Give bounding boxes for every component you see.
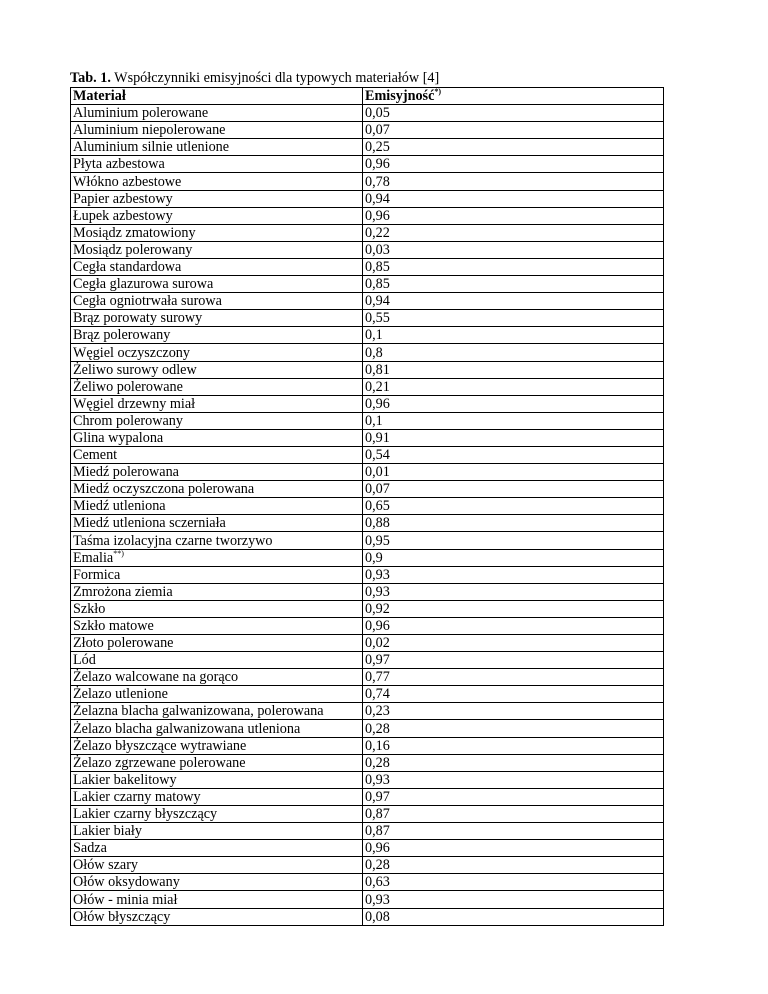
material-name: Żelazo błyszczące wytrawiane: [73, 737, 247, 754]
emissivity-value: 0,01: [363, 464, 664, 481]
material-cell: [71, 891, 363, 908]
material-name: Formica: [73, 566, 121, 583]
emissivity-value: 0,93: [363, 891, 664, 908]
emissivity-value: 0,87: [363, 805, 664, 822]
material-cell: [71, 617, 363, 634]
emissivity-value: 0,91: [363, 429, 664, 446]
emissivity-value: 0,96: [363, 156, 664, 173]
header-material: Materiał: [71, 88, 363, 105]
emissivity-value: 0,63: [363, 874, 664, 891]
material-name: Płyta azbestowa: [73, 156, 165, 173]
table-row: [71, 224, 664, 241]
header-emissivity-footnote: *): [434, 87, 442, 97]
material-name: Żelazo blacha galwanizowana utleniona: [73, 720, 301, 737]
table-row: [71, 720, 664, 737]
emissivity-value: 0,85: [363, 276, 664, 293]
material-name: Szkło: [73, 600, 106, 617]
material-cell: [71, 139, 363, 156]
table-row: [71, 207, 664, 224]
material-name: Cegła ogniotrwała surowa: [73, 293, 222, 310]
emissivity-value: 0,03: [363, 241, 664, 258]
material-name: Żelazo utlenione: [73, 686, 168, 703]
material-cell: [71, 327, 363, 344]
table-row: [71, 173, 664, 190]
table-row: [71, 190, 664, 207]
table-row: [71, 549, 664, 566]
emissivity-table: [70, 87, 664, 926]
material-cell: [71, 276, 363, 293]
material-name: Żeliwo polerowane: [73, 378, 183, 395]
table-row: [71, 891, 664, 908]
table-row: [71, 823, 664, 840]
material-cell: [71, 600, 363, 617]
caption-label: Tab. 1.: [70, 70, 111, 86]
emissivity-value: 0,85: [363, 258, 664, 275]
material-cell: [71, 464, 363, 481]
table-row: [71, 635, 664, 652]
emissivity-value: 0,93: [363, 566, 664, 583]
table-row: [71, 840, 664, 857]
material-cell: [71, 361, 363, 378]
material-cell: [71, 344, 363, 361]
emissivity-value: 0,28: [363, 857, 664, 874]
emissivity-value: 0,74: [363, 686, 664, 703]
emissivity-value: 0,23: [363, 703, 664, 720]
table-row: [71, 481, 664, 498]
emissivity-value: 0,1: [363, 327, 664, 344]
table-row: [71, 874, 664, 891]
material-name: Brąz polerowany: [73, 327, 171, 344]
table-row: [71, 498, 664, 515]
material-cell: [71, 669, 363, 686]
table-row: [71, 771, 664, 788]
material-cell: [71, 190, 363, 207]
table-row: [71, 327, 664, 344]
material-name: Aluminium niepolerowane: [73, 122, 226, 139]
material-cell: [71, 173, 363, 190]
table-row: [71, 361, 664, 378]
table-row: [71, 566, 664, 583]
material-name: Emalia: [73, 549, 114, 566]
emissivity-value: 0,87: [363, 823, 664, 840]
material-cell: [71, 788, 363, 805]
material-cell: [71, 515, 363, 532]
document-page: [70, 69, 670, 926]
emissivity-value: 0,96: [363, 840, 664, 857]
table-row: [71, 412, 664, 429]
material-name: Cement: [73, 447, 118, 464]
material-name: Lód: [73, 652, 96, 669]
table-row: [71, 258, 664, 275]
table-row: [71, 908, 664, 925]
emissivity-value: 0,55: [363, 310, 664, 327]
emissivity-value: 0,97: [363, 788, 664, 805]
material-cell: [71, 566, 363, 583]
material-cell: [71, 532, 363, 549]
table-row: [71, 156, 664, 173]
material-cell: [71, 908, 363, 925]
material-name: Miedź oczyszczona polerowana: [73, 481, 255, 498]
emissivity-value: 0,08: [363, 908, 664, 925]
emissivity-value: 0,28: [363, 720, 664, 737]
material-cell: [71, 737, 363, 754]
material-name: Mosiądz polerowany: [73, 241, 193, 258]
header-emissivity-label: Emisyjność: [365, 88, 435, 105]
material-name: Lakier bakelitowy: [73, 771, 177, 788]
material-cell: [71, 446, 363, 463]
material-cell: [71, 823, 363, 840]
table-caption: [70, 69, 670, 87]
material-cell: [71, 686, 363, 703]
material-name: Miedź polerowana: [73, 464, 179, 481]
emissivity-value: 0,96: [363, 395, 664, 412]
emissivity-value: 0,92: [363, 600, 664, 617]
table-row: [71, 617, 664, 634]
material-name: Brąz porowaty surowy: [73, 310, 203, 327]
table-row: [71, 395, 664, 412]
material-cell: [71, 771, 363, 788]
material-cell: [71, 703, 363, 720]
material-name: Żelazo zgrzewane polerowane: [73, 754, 246, 771]
material-footnote: **): [113, 549, 124, 558]
table-row: [71, 105, 664, 122]
emissivity-value: 0,25: [363, 139, 664, 156]
emissivity-value: 0,81: [363, 361, 664, 378]
table-row: [71, 276, 664, 293]
material-cell: [71, 652, 363, 669]
material-name: Ołów błyszczący: [73, 908, 171, 925]
table-row: [71, 805, 664, 822]
material-name: Żeliwo surowy odlew: [73, 361, 197, 378]
emissivity-value: 0,8: [363, 344, 664, 361]
emissivity-value: 0,96: [363, 617, 664, 634]
material-cell: [71, 241, 363, 258]
table-row: [71, 788, 664, 805]
material-cell: [71, 122, 363, 139]
material-name: Papier azbestowy: [73, 190, 173, 207]
material-name: Lakier czarny błyszczący: [73, 806, 218, 823]
emissivity-value: 0,05: [363, 105, 664, 122]
table-row: [71, 378, 664, 395]
material-name: Żelazo walcowane na gorąco: [73, 669, 239, 686]
table-row: [71, 515, 664, 532]
material-name: Ołów oksydowany: [73, 874, 180, 891]
emissivity-value: 0,16: [363, 737, 664, 754]
material-cell: [71, 310, 363, 327]
material-name: Węgiel oczyszczony: [73, 344, 190, 361]
header-emissivity: [363, 88, 664, 105]
material-name: Zmrożona ziemia: [73, 583, 173, 600]
emissivity-value: 0,65: [363, 498, 664, 515]
material-cell: [71, 549, 363, 566]
material-name: Złoto polerowane: [73, 635, 174, 652]
material-name: Żelazna blacha galwanizowana, polerowana: [73, 703, 324, 720]
material-name: Aluminium polerowane: [73, 105, 209, 122]
material-cell: [71, 874, 363, 891]
material-cell: [71, 395, 363, 412]
material-name: Mosiądz zmatowiony: [73, 224, 196, 241]
material-name: Glina wypalona: [73, 429, 164, 446]
table-row: [71, 652, 664, 669]
material-cell: [71, 805, 363, 822]
material-name: Chrom polerowany: [73, 412, 183, 429]
material-name: Miedź utleniona sczerniała: [73, 515, 226, 532]
table-row: [71, 344, 664, 361]
table-row: [71, 703, 664, 720]
material-cell: [71, 583, 363, 600]
emissivity-value: 0,21: [363, 378, 664, 395]
caption-text: Współczynniki emisyjności dla typowych materiałów [4]: [110, 70, 440, 86]
material-name: Lakier biały: [73, 823, 142, 840]
table-row: [71, 754, 664, 771]
material-cell: [71, 840, 363, 857]
table-row: [71, 139, 664, 156]
table-row: [71, 310, 664, 327]
emissivity-value: 0,77: [363, 669, 664, 686]
material-name: Taśma izolacyjna czarne tworzywo: [73, 532, 273, 549]
table-row: [71, 446, 664, 463]
material-cell: [71, 258, 363, 275]
table-header-row: [71, 88, 664, 105]
material-name: Cegła glazurowa surowa: [73, 276, 214, 293]
table-row: [71, 857, 664, 874]
emissivity-value: 0,96: [363, 207, 664, 224]
material-cell: [71, 293, 363, 310]
material-name: Łupek azbestowy: [73, 207, 173, 224]
table-row: [71, 686, 664, 703]
emissivity-value: 0,94: [363, 190, 664, 207]
table-row: [71, 532, 664, 549]
material-name: Szkło matowe: [73, 618, 154, 634]
emissivity-value: 0,02: [363, 635, 664, 652]
material-name: Ołów - minia miał: [73, 891, 178, 908]
emissivity-value: 0,07: [363, 481, 664, 498]
emissivity-value: 0,97: [363, 652, 664, 669]
emissivity-value: 0,22: [363, 224, 664, 241]
table-row: [71, 122, 664, 139]
emissivity-value: 0,93: [363, 583, 664, 600]
table-row: [71, 737, 664, 754]
material-cell: [71, 224, 363, 241]
emissivity-value: 0,95: [363, 532, 664, 549]
material-cell: [71, 720, 363, 737]
material-cell: [71, 207, 363, 224]
emissivity-value: 0,94: [363, 293, 664, 310]
material-name: Miedź utleniona: [73, 498, 166, 515]
emissivity-value: 0,93: [363, 771, 664, 788]
material-cell: [71, 429, 363, 446]
table-row: [71, 241, 664, 258]
material-name: Włókno azbestowe: [73, 173, 182, 190]
material-name: Lakier czarny matowy: [73, 788, 201, 805]
material-cell: [71, 378, 363, 395]
emissivity-value: 0,9: [363, 549, 664, 566]
emissivity-value: 0,54: [363, 446, 664, 463]
table-row: [71, 429, 664, 446]
material-cell: [71, 156, 363, 173]
emissivity-value: 0,1: [363, 412, 664, 429]
emissivity-value: 0,88: [363, 515, 664, 532]
table-row: [71, 464, 664, 481]
emissivity-value: 0,07: [363, 122, 664, 139]
material-name: Sadza: [73, 840, 107, 857]
material-cell: [71, 857, 363, 874]
material-name: Węgiel drzewny miał: [73, 395, 196, 412]
material-cell: [71, 754, 363, 771]
material-cell: [71, 105, 363, 122]
table-row: [71, 600, 664, 617]
table-row: [71, 293, 664, 310]
material-cell: [71, 635, 363, 652]
material-cell: [71, 412, 363, 429]
material-name: Cegła standardowa: [73, 259, 182, 276]
material-cell: [71, 498, 363, 515]
emissivity-value: 0,28: [363, 754, 664, 771]
material-name: Aluminium silnie utlenione: [73, 139, 230, 156]
material-cell: [71, 481, 363, 498]
material-name: Ołów szary: [73, 857, 139, 874]
emissivity-value: 0,78: [363, 173, 664, 190]
table-row: [71, 583, 664, 600]
table-row: [71, 669, 664, 686]
